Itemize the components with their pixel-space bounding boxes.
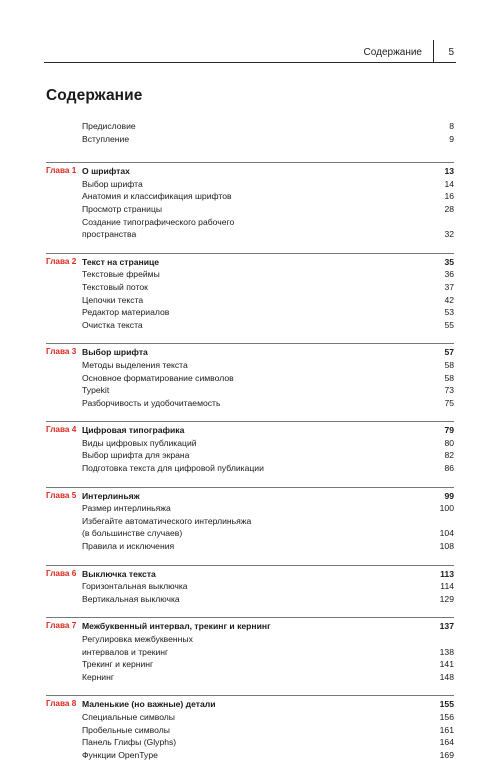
entry-page: 55 [444,319,454,330]
chapter-number: 4 [69,425,77,435]
entry-page: 104 [439,528,454,539]
entry-title: Горизонтальная выключка [82,581,188,592]
entry-page: 156 [439,711,454,722]
toc-entry[interactable] [46,359,454,372]
toc-entry[interactable] [46,658,454,671]
toc-entry[interactable] [46,203,454,216]
entry-title: Специальные символы [82,711,175,722]
chapter-heading[interactable] [46,487,454,503]
entry-page: 75 [444,397,454,408]
page-number: 5 [448,47,454,58]
entry-title: Основное форматирование символов [82,372,234,383]
toc-entry[interactable] [46,294,454,307]
chapter-heading[interactable] [46,695,454,711]
entry-title: Методы выделения текста [82,359,188,370]
entry-title: Текст на странице [82,256,160,267]
toc-entry[interactable] [46,216,454,241]
entry-title: Анатомия и классификация шрифтов [82,191,232,202]
chapter-word: Глава [46,166,70,176]
entry-title: Панель Глифы (Glyphs) [82,737,177,748]
entry-page: 114 [440,581,454,592]
chapter-label [46,698,82,711]
entry-page: 99 [444,490,454,501]
toc-entry[interactable] [46,580,454,593]
chapter-label [46,568,82,581]
chapter-heading[interactable] [46,421,454,437]
entry-page: 164 [439,737,454,748]
toc-entry[interactable] [46,384,454,397]
entry-page: 113 [440,568,454,579]
entry-page: 53 [444,307,454,318]
entry-title: Подготовка текста для цифровой публикации [82,463,264,474]
entry-title: Правила и исключения [82,541,175,552]
chapter-number: 5 [69,490,77,500]
entry-title: Typekit [82,385,110,396]
chapter-number: 3 [69,347,77,357]
chapter-heading[interactable] [46,617,454,633]
chapter-word: Глава [46,621,70,631]
entry-title: Цепочки текста [82,294,144,305]
toc-entry[interactable] [46,724,454,737]
toc-entry[interactable] [46,268,454,281]
entry-title: Предисловие [82,121,136,131]
entry-title: Выбор шрифта [82,347,148,358]
entry-page: 8 [449,121,454,131]
toc-entry[interactable] [46,515,454,540]
toc-entry[interactable] [46,449,454,462]
entry-page: 58 [444,359,454,370]
entry-title: Выключка текста [82,568,156,579]
entry-page: 137 [439,621,454,632]
entry-title: Редактор материалов [82,307,170,318]
entry-page: 37 [444,281,454,292]
entry-title: Трекинг и кернинг [82,659,154,670]
toc-entry[interactable] [46,372,454,385]
chapter-word: Глава [46,699,70,709]
entry-page: 58 [444,372,454,383]
entry-title: Избегайте автоматического интерлиньяжа (в большинстве случаев) [82,515,252,539]
entry-page: 141 [439,659,454,670]
entry-title: Маленькие (но важные) детали [82,699,216,710]
chapter-number: 8 [69,699,77,709]
entry-page: 42 [444,294,454,305]
entry-page: 86 [444,463,454,474]
header-divider [433,40,434,62]
entry-title: Кернинг [82,671,114,682]
table-of-contents [46,120,454,761]
toc-entry[interactable] [46,593,454,606]
chapter-label [46,620,82,633]
entry-page: 169 [439,749,454,760]
running-header-title: Содержание [363,47,422,58]
chapter-word: Глава [46,568,70,578]
chapter-number: 7 [69,621,77,631]
running-header [44,38,456,63]
entry-title: Интерлиньяж [82,490,140,501]
entry-page: 13 [444,166,454,177]
toc-entry[interactable] [46,178,454,191]
chapter-heading[interactable] [46,162,454,178]
chapter-word: Глава [46,256,70,266]
toc-entry[interactable] [46,633,454,658]
toc-entry[interactable] [46,736,454,749]
toc-entry[interactable] [46,540,454,553]
chapter-label [46,346,82,359]
entry-page: 100 [439,503,454,514]
entry-title: Виды цифровых публикаций [82,437,197,448]
entry-title: Выбор шрифта для экрана [82,450,190,461]
entry-page: 161 [439,724,454,735]
entry-page: 16 [444,191,454,202]
entry-title: Текстовый поток [82,281,148,292]
entry-title: Создание типографического рабочего пространства [82,216,235,240]
toc-entry[interactable] [46,462,454,475]
entry-page: 129 [439,593,454,604]
toc-entry[interactable] [46,437,454,450]
chapter-label [46,165,82,178]
entry-title: Вертикальная выключка [82,593,180,604]
entry-page: 79 [444,425,454,436]
chapter-number: 2 [69,256,77,266]
toc-entry[interactable] [46,120,454,133]
entry-title: Просмотр страницы [82,203,163,214]
entry-title: Межбуквенный интервал, трекинг и кернинг [82,621,271,632]
entry-page: 82 [444,450,454,461]
chapter-number: 1 [69,166,77,176]
entry-page: 36 [444,269,454,280]
entry-title: Вступление [82,133,130,144]
entry-title: Функции OpenType [82,749,158,760]
entry-page: 35 [444,256,454,267]
entry-page: 155 [439,699,454,710]
toc-entry[interactable] [46,502,454,515]
toc-entry[interactable] [46,306,454,319]
toc-entry[interactable] [46,319,454,332]
chapter-heading[interactable] [46,253,454,269]
chapter-word: Глава [46,347,70,357]
entry-title: Размер интерлиньяжа [82,503,171,514]
chapter-word: Глава [46,490,70,500]
toc-entry[interactable] [46,749,454,761]
entry-page: 14 [444,178,454,189]
chapter-label [46,424,82,437]
chapter-label [46,490,82,503]
entry-title: Очистка текста [82,319,143,330]
entry-page: 148 [439,671,454,682]
chapter-heading[interactable] [46,565,454,581]
entry-page: 108 [439,541,454,552]
chapter-heading[interactable] [46,343,454,359]
entry-page: 57 [444,347,454,358]
entry-page: 73 [444,385,454,396]
toc-heading: Содержание [46,87,143,104]
entry-title: Текстовые фреймы [82,269,160,280]
toc-entry[interactable] [46,281,454,294]
entry-page: 28 [444,203,454,214]
entry-title: Разборчивость и удобочитаемость [82,397,221,408]
toc-entry[interactable] [46,133,454,146]
chapter-word: Глава [46,425,70,435]
toc-entry[interactable] [46,397,454,410]
entry-title: Выбор шрифта [82,178,143,189]
entry-page: 138 [439,646,454,657]
entry-title: Цифровая типографика [82,425,185,436]
entry-page: 9 [449,133,454,144]
chapter-number: 6 [69,568,77,578]
toc-entry[interactable] [46,190,454,203]
toc-entry[interactable] [46,671,454,684]
entry-page: 32 [444,229,454,240]
entry-title: О шрифтах [82,166,130,177]
entry-title: Пробельные символы [82,724,170,735]
entry-title: Регулировка межбуквенных интервалов и трекинг [82,634,193,657]
chapter-label [46,256,82,269]
entry-page: 80 [444,437,454,448]
